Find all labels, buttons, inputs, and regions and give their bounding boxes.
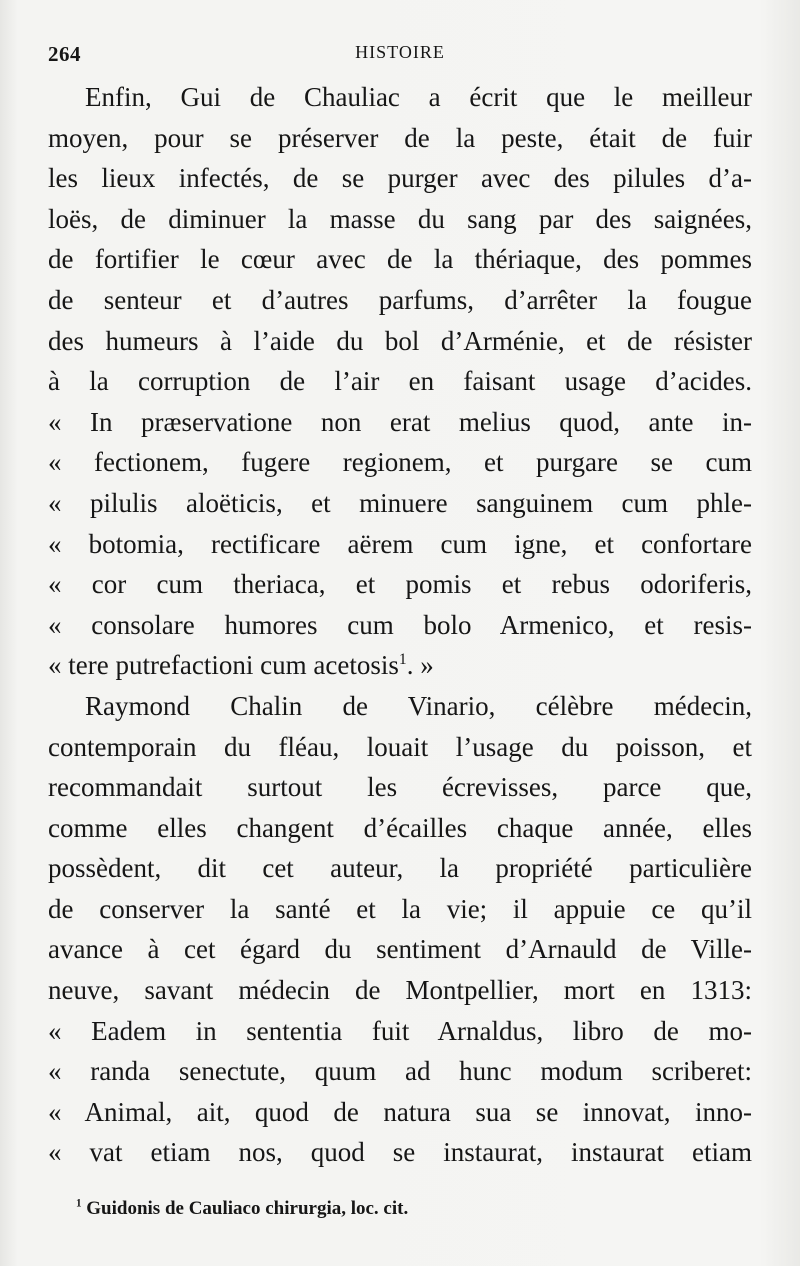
page-header: [48, 42, 752, 68]
text-line: les lieux infectés, de se purger avec des pilules d’a-: [48, 163, 752, 194]
text-line: neuve, savant médecin de Montpellier, mort en 1313:: [48, 975, 752, 1006]
text-line: « randa senectute, quum ad hunc modum scriberet:: [48, 1056, 752, 1087]
footnote: [76, 1198, 752, 1220]
text-line: Raymond Chalin de Vinario, célèbre médecin,: [85, 690, 752, 721]
text-line: « Eadem in sententia fuit Arnaldus, libro de mo-: [48, 1015, 752, 1046]
text-line: recommandait surtout les écrevisses, parce que,: [48, 772, 752, 803]
quote-close: . »: [406, 650, 434, 681]
text-line: « vat etiam nos, quod se instaurat, instaurat etiam: [48, 1137, 752, 1168]
text-line: moyen, pour se préserver de la peste, était de fuir: [48, 122, 752, 153]
footnote-reference: 1: [398, 651, 407, 669]
text-line: des humeurs à l’aide du bol d’Arménie, et de résister: [48, 325, 752, 356]
body-text: [48, 77, 752, 1173]
text-line: « In præservatione non erat melius quod, ante in-: [48, 406, 752, 437]
footnote-text: Guidonis de Cauliaco chirurgia, loc. cit.: [86, 1198, 409, 1219]
text-line: « consolare humores cum bolo Armenico, et resis-: [48, 609, 752, 640]
text-line: loës, de diminuer la masse du sang par des saignées,: [48, 203, 752, 234]
running-title: HISTOIRE: [355, 42, 445, 62]
text-line: de senteur et d’autres parfums, d’arrêter la fougue: [48, 284, 752, 315]
footnote-marker: 1: [76, 1197, 82, 1210]
text-line-with-footnote: [48, 645, 752, 686]
text-line: possèdent, dit cet auteur, la propriété particulière: [48, 853, 752, 884]
text-line: Enfin, Gui de Chauliac a écrit que le meilleur: [85, 82, 752, 112]
text-line: contemporain du fléau, louait l’usage du poisson, et: [48, 731, 752, 762]
text-line: de conserver la santé et la vie; il appuie ce qu’il: [48, 893, 752, 924]
text-line: à la corruption de l’air en faisant usage d’acides.: [48, 366, 752, 397]
page-number: 264: [48, 42, 81, 66]
text-line: « cor cum theriaca, et pomis et rebus odoriferis,: [48, 569, 752, 600]
text-line: avance à cet égard du sentiment d’Arnauld de Ville-: [48, 934, 752, 965]
text-line: « botomia, rectificare aërem cum igne, et confortare: [48, 528, 752, 559]
text-line: « fectionem, fugere regionem, et purgare se cum: [48, 447, 752, 478]
text-line: « pilulis aloëticis, et minuere sanguinem cum phle-: [48, 487, 752, 518]
quote-end-text: « tere putrefactioni cum acetosis: [48, 650, 399, 681]
text-line: comme elles changent d’écailles chaque année, elles: [48, 812, 752, 843]
text-line: « Animal, ait, quod de natura sua se innovat, inno-: [48, 1096, 752, 1127]
text-line: de fortifier le cœur avec de la thériaque, des pommes: [48, 244, 752, 275]
